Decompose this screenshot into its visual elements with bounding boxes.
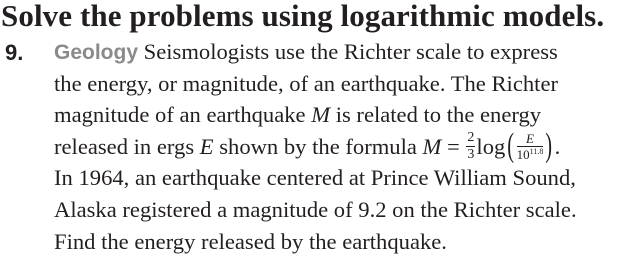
problem-number: 9. — [5, 40, 24, 65]
formula-lhs: M — [422, 133, 442, 159]
formula-argument — [517, 132, 544, 161]
formula-open-paren: ( — [507, 126, 515, 164]
formula-period: . — [554, 133, 561, 159]
variable-m: M — [311, 102, 331, 128]
problem-topic: Geology — [54, 41, 139, 64]
problem-line-4-text-a: released in ergs — [54, 133, 200, 159]
problem-line-2: the energy, or magnitude, of an earthquake. The Richter — [54, 70, 558, 96]
problem-line-4-text-b: shown by the formula — [213, 133, 423, 159]
denominator-exponent: 11.8 — [529, 147, 544, 157]
coefficient-numerator: 2 — [467, 130, 475, 146]
problem-line-6: Alaska registered a magnitude of 9.2 on the Richter scale. — [54, 196, 577, 222]
richter-formula — [422, 126, 561, 164]
argument-denominator — [517, 147, 544, 161]
problem-line-1 — [54, 36, 634, 68]
coefficient-denominator: 3 — [467, 147, 475, 163]
problem-line-3-text-a: magnitude of an earthquake — [54, 102, 312, 128]
denominator-base: 10 — [516, 147, 530, 163]
formula-equals: = — [441, 133, 466, 159]
formula-coefficient — [466, 131, 475, 162]
section-heading: Solve the problems using logarithmic models. — [1, 0, 605, 33]
problem-line-3-text-b: is related to the energy — [330, 102, 542, 128]
problem-line-5: In 1964, an earthquake centered at Prince William Sound, — [54, 165, 576, 191]
problem-text — [54, 36, 634, 257]
formula-close-paren: ) — [545, 126, 553, 164]
variable-e: E — [199, 133, 214, 159]
problem-line-1-text: Seismologists use the Richter scale to express — [143, 39, 558, 64]
problem-line-7: Find the energy released by the earthquake. — [54, 228, 447, 254]
argument-numerator: E — [517, 132, 544, 147]
formula-log: log — [476, 133, 506, 159]
problem-line-4 — [54, 126, 634, 164]
